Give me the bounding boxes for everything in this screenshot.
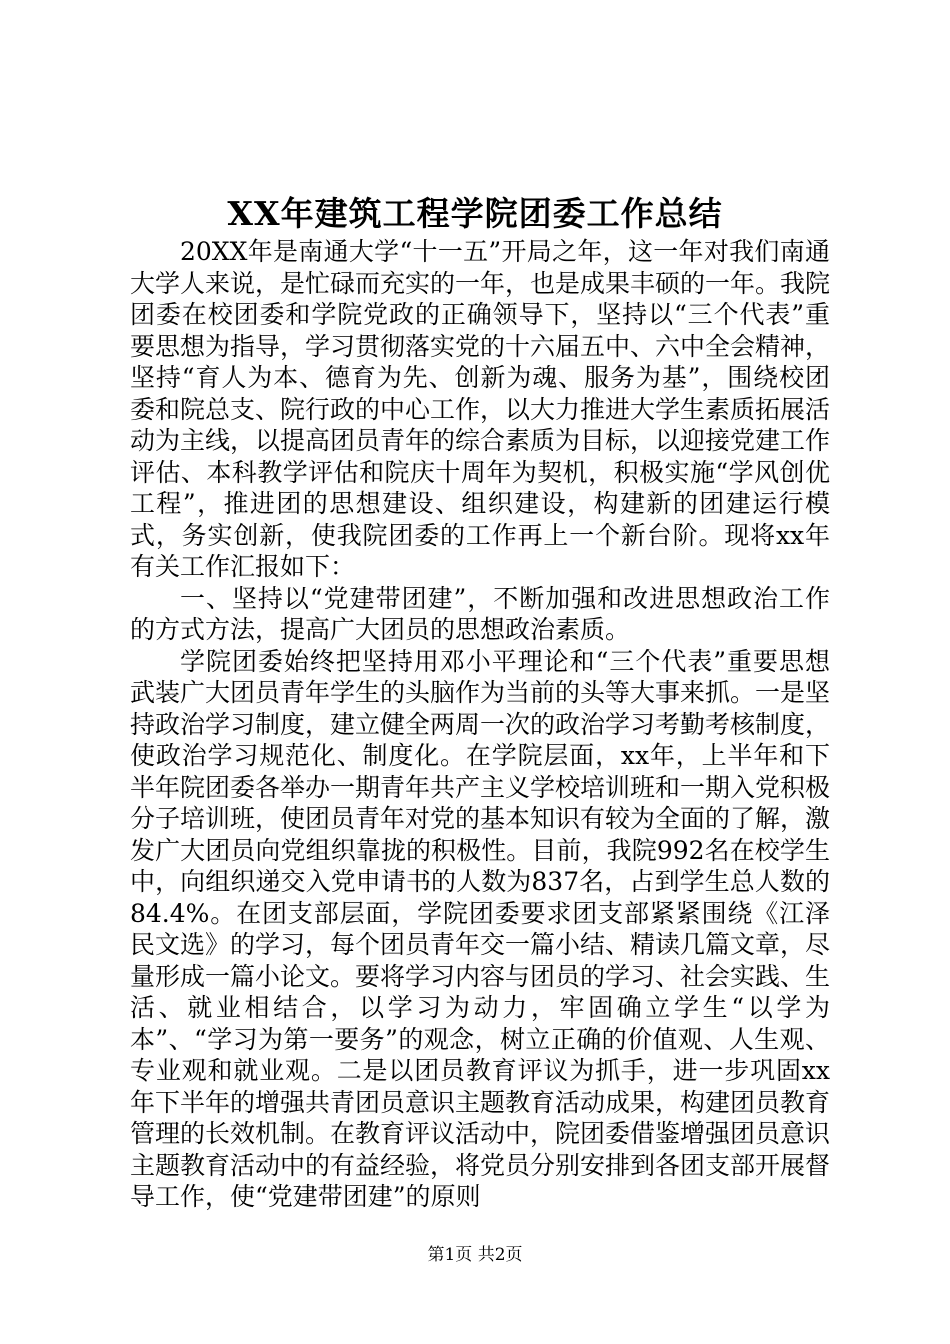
paragraph-section-body: 学院团委始终把坚持用邓小平理论和“三个代表”重要思想武装广大团员青年学生的头脑作为当前的头等大事来抓。一是坚持政治学习制度，建立健全两周一次的政治学习考勤考核制度，使政治学习规范化、制度化。在学院层面，xx年，上半年和下半年院团委各举办一期青年共产主义学校培训班和一期入党积极分子培训班，使团员青年对党的基本知识有较为全面的了解，激发广大团员向党组织靠拢的积极性。目前，我院992名在校学生中，向组织递交入党申请书的人数为837名，占到学生总人数的84.4%。在团支部层面，学院团委要求团支部紧紧围绕《江泽民文选》的学习，每个团员青年交一篇小结、精读几篇文章，尽量形成一篇小论文。要将学习内容与团员的学习、社会实践、生活、就业相结合，以学习为动力，牢固确立学生“以学为本”、“学习为第一要务”的观念，树立正确的价值观、人生观、专业观和就业观。二是以团员教育评议为抓手，进一步巩固xx年下半年的增强共青团员意识主题教育活动成果，构建团员教育管理的长效机制。在教育评议活动中，院团委借鉴增强团员意识主题教育活动中的有益经验，将党员分别安排到各团支部开展督导工作，使“党建带团建”的原则 (130, 646, 831, 1211)
document-title: XX年建筑工程学院团委工作总结 (227, 194, 723, 233)
page-footer: 第1页 共2页 (427, 1245, 523, 1265)
document-body (130, 236, 830, 1213)
paragraph-intro: 20XX年是南通大学“十一五”开局之年，这一年对我们南通大学人来说，是忙碌而充实的一年，也是成果丰硕的一年。我院团委在校团委和学院党政的正确领导下，坚持以“三个代表”重要思想为指导，学习贯彻落实党的十六届五中、六中全会精神，坚持“育人为本、德育为先、创新为魂、服务为基”，围绕校团委和院总支、院行政的中心工作，以大力推进大学生素质拓展活动为主线，以提高团员青年的综合素质为目标，以迎接党建工作评估、本科教学评估和院庆十周年为契机，积极实施“学风创优工程”，推进团的思想建设、组织建设，构建新的团建运行模式，务实创新，使我院团委的工作再上一个新台阶。现将xx年有关工作汇报如下： (130, 237, 831, 581)
paragraph-section-heading: 一、坚持以“党建带团建”，不断加强和改进思想政治工作的方式方法，提高广大团员的思想政治素质。 (130, 583, 830, 644)
